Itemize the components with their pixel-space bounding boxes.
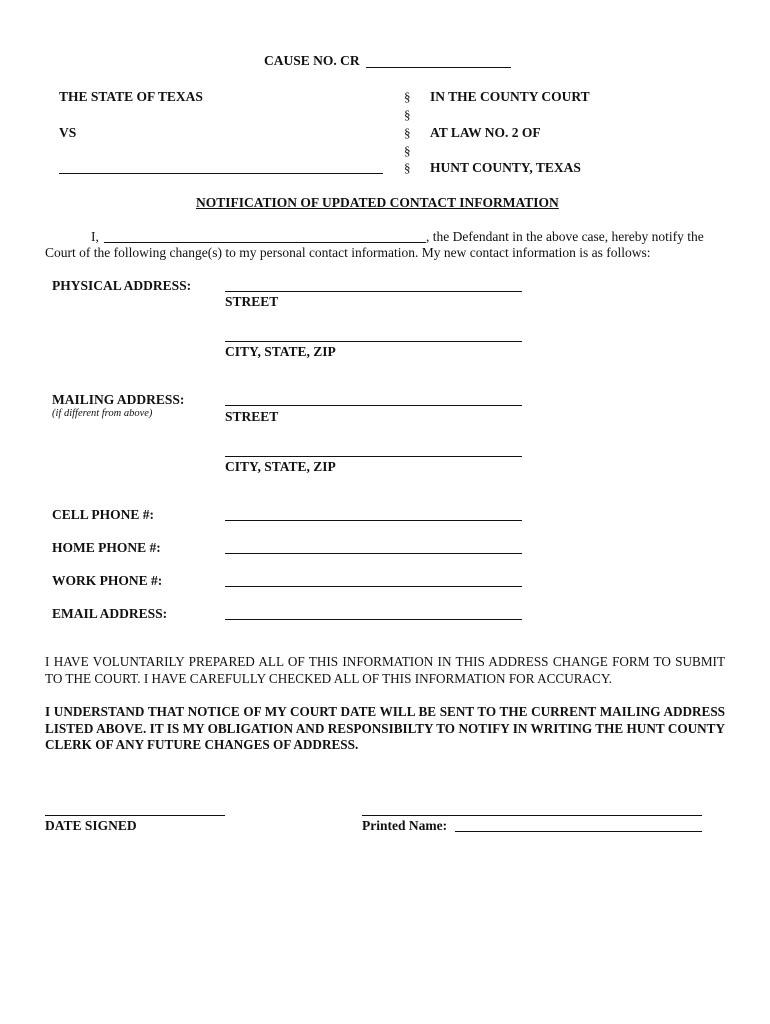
date-signed-line[interactable]	[45, 815, 225, 816]
mailing-city-caption: CITY, STATE, ZIP	[225, 459, 336, 474]
section-symbol: §	[404, 89, 411, 104]
intro-line-2: Court of the following change(s) to my personal contact information. My new contact information is as follows:	[45, 245, 651, 260]
date-signed-label: DATE SIGNED	[45, 818, 137, 833]
physical-city-state-zip-field[interactable]	[225, 341, 522, 342]
email-address-label: EMAIL ADDRESS:	[52, 606, 168, 621]
home-phone-field[interactable]	[225, 553, 522, 554]
printed-name-label: Printed Name:	[362, 818, 448, 833]
work-phone-field[interactable]	[225, 586, 522, 587]
section-symbol: §	[404, 143, 411, 158]
physical-city-caption: CITY, STATE, ZIP	[225, 344, 336, 359]
court-line-3: HUNT COUNTY, TEXAS	[430, 160, 581, 175]
work-phone-label: WORK PHONE #:	[52, 573, 163, 588]
physical-street-caption: STREET	[225, 294, 279, 309]
mailing-city-state-zip-field[interactable]	[225, 456, 522, 457]
cause-number-blank[interactable]	[366, 67, 511, 68]
section-symbol: §	[404, 125, 411, 140]
section-symbol: §	[404, 107, 411, 122]
intro-suffix: , the Defendant in the above case, hereby notify the	[426, 229, 704, 244]
printed-name-field[interactable]	[455, 831, 702, 832]
document-title: NOTIFICATION OF UPDATED CONTACT INFORMATION	[196, 195, 559, 210]
obligation-statement: I UNDERSTAND THAT NOTICE OF MY COURT DATE WILL BE SENT TO THE CURRENT MAILING ADDRESS LISTED ABOVE. IT IS MY OBLIGATION AND RESPONSIBILTY TO NOTIFY IN WRITING THE HUNT COUNTY CLERK OF ANY FUTURE CHANGES OF ADDRESS.	[45, 704, 725, 752]
court-line-1: IN THE COUNTY COURT	[430, 89, 590, 104]
cell-phone-label: CELL PHONE #:	[52, 507, 155, 522]
state-of-texas: THE STATE OF TEXAS	[59, 89, 203, 104]
versus-label: VS	[59, 125, 77, 140]
signature-line[interactable]	[362, 815, 702, 816]
email-address-field[interactable]	[225, 619, 522, 620]
court-line-2: AT LAW NO. 2 OF	[430, 125, 541, 140]
defendant-name-blank[interactable]	[59, 173, 383, 174]
physical-address-label: PHYSICAL ADDRESS:	[52, 278, 192, 293]
mailing-address-label: MAILING ADDRESS:	[52, 392, 185, 407]
physical-street-field[interactable]	[225, 291, 522, 292]
intro-prefix: I,	[91, 229, 99, 244]
section-symbol: §	[404, 160, 411, 175]
defendant-self-name-blank[interactable]	[104, 242, 426, 243]
mailing-street-field[interactable]	[225, 405, 522, 406]
accuracy-statement: I HAVE VOLUNTARILY PREPARED ALL OF THIS INFORMATION IN THIS ADDRESS CHANGE FORM TO SUBMIT TO THE COURT. I HAVE CAREFULLY CHECKED ALL OF THIS INFORMATION FOR ACCURACY.	[45, 654, 725, 686]
cell-phone-field[interactable]	[225, 520, 522, 521]
mailing-address-note: (if different from above)	[52, 408, 153, 419]
cause-number-label: CAUSE NO. CR	[264, 53, 360, 68]
home-phone-label: HOME PHONE #:	[52, 540, 161, 555]
mailing-street-caption: STREET	[225, 409, 279, 424]
